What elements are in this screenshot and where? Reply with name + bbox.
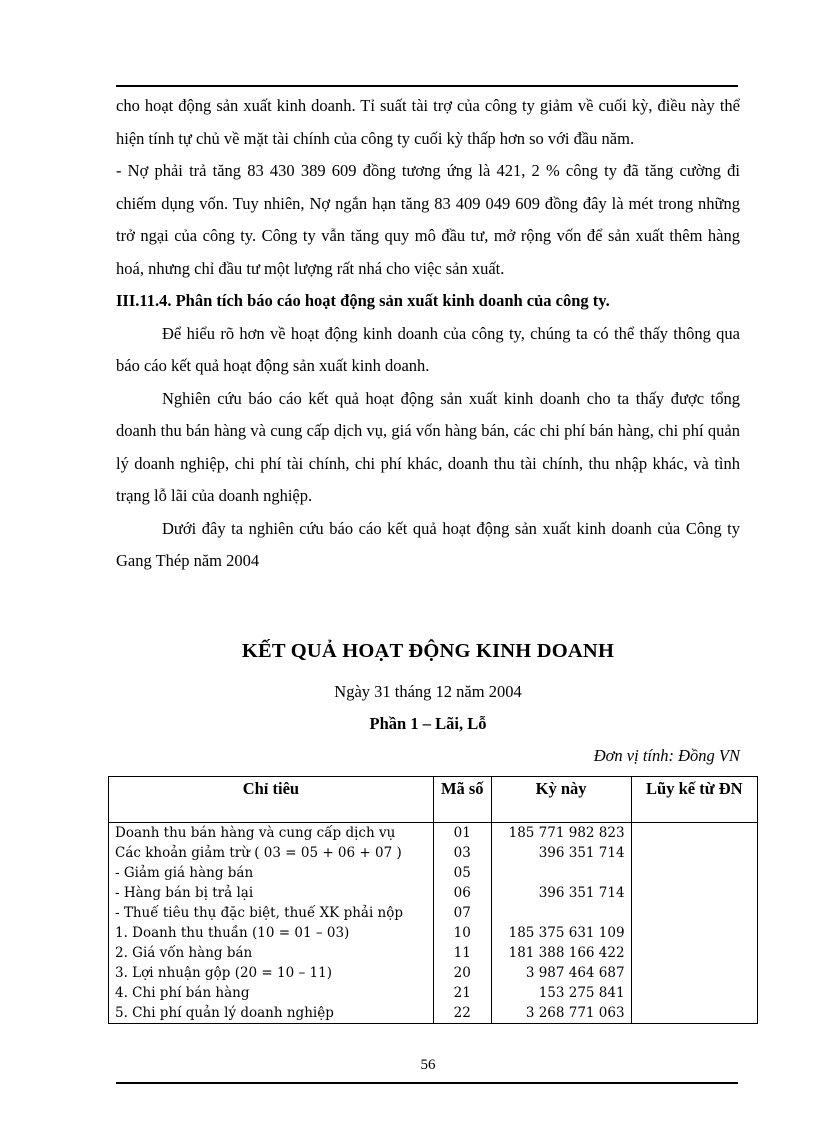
- item-label: Các khoản giảm trừ ( 03 = 05 + 06 + 07 ): [115, 845, 402, 861]
- column-header: Kỳ này: [491, 777, 631, 823]
- paragraph: Nghiên cứu báo cáo kết quả hoạt động sản xuất kinh doanh cho ta thấy được tổng doanh thu bán hàng và cung cấp dịch vụ, giá vốn hàng bán, các chi phí bán hàng, chi phí quản lý doanh nghiệp, chi phí tài chính, chi phí khác, doanh thu tài chính, thu nhập khác, và tình trạng lỗ lãi của doanh nghiệp.: [116, 388, 740, 505]
- item-label: - Hàng bán bị trả lại: [115, 885, 254, 901]
- column-header: Chỉ tiêu: [109, 777, 434, 823]
- table-header-row: [109, 777, 758, 823]
- item-code: 03: [453, 845, 471, 861]
- cumulative-column: [631, 823, 757, 1024]
- amount: 3 987 464 687: [525, 965, 625, 981]
- footer-rule: [116, 1082, 738, 1084]
- item-code: 10: [453, 925, 471, 941]
- item-label: - Giảm giá hàng bán: [115, 865, 254, 881]
- amount: 396 351 714: [538, 885, 625, 901]
- item-code: 20: [453, 965, 471, 981]
- amount: 185 771 982 823: [508, 825, 625, 841]
- column-header: Lũy kế từ ĐN: [631, 777, 757, 823]
- amount: 181 388 166 422: [508, 945, 625, 961]
- item-column: [109, 823, 434, 1024]
- current-period-column: [491, 823, 631, 1024]
- item-code: 05: [453, 865, 471, 881]
- column-header: Mã số: [433, 777, 491, 823]
- amount: [498, 903, 625, 923]
- amount: 396 351 714: [538, 845, 625, 861]
- item-label: 3. Lợi nhuận gộp (20 = 10 – 11): [115, 965, 332, 981]
- item-label: 5. Chi phí quản lý doanh nghiệp: [115, 1005, 334, 1021]
- income-statement-table: [108, 776, 758, 1024]
- item-code: 22: [453, 1005, 471, 1021]
- paragraph: Để hiểu rõ hơn về hoạt động kinh doanh của công ty, chúng ta có thể thấy thông qua báo cáo kết quả hoạt động sản xuất kinh doanh.: [116, 323, 740, 375]
- item-code: 11: [453, 945, 471, 961]
- item-code: 07: [453, 905, 471, 921]
- item-code: 21: [453, 985, 471, 1001]
- paragraph: Dưới đây ta nghiên cứu báo cáo kết quả hoạt động sản xuất kinh doanh của Công ty Gang Thép năm 2004: [116, 518, 740, 570]
- report-part: Phần 1 – Lãi, Lỗ: [369, 714, 487, 733]
- item-label: 2. Giá vốn hàng bán: [115, 945, 253, 961]
- item-label: Doanh thu bán hàng và cung cấp dịch vụ: [115, 825, 396, 841]
- paragraph: cho hoạt động sản xuất kinh doanh. Tỉ suất tài trợ của công ty giảm về cuối kỳ, điều này thể hiện tính tự chủ về mặt tài chính của công ty cuối kỳ thấp hơn so với đầu năm.: [116, 96, 740, 148]
- item-label: 1. Doanh thu thuần (10 = 01 – 03): [115, 925, 350, 941]
- amount: 153 275 841: [538, 985, 625, 1001]
- item-code: 01: [453, 825, 471, 841]
- code-column: [433, 823, 491, 1024]
- paragraph: - Nợ phải trả tăng 83 430 389 609 đồng tương ứng là 421, 2 % công ty đã tăng cường đi chiếm dụng vốn. Tuy nhiên, Nợ ngắn hạn tăng 83 409 049 609 đồng đây là mét trong những trở ngại của công ty. Công ty vẫn tăng quy mô đầu tư, mở rộng vốn để sản xuất thêm hàng hoá, nhưng chỉ đầu tư một lượng rất nhá cho việc sản xuất.: [116, 161, 740, 278]
- item-label: 4. Chi phí bán hàng: [115, 985, 250, 1001]
- amount: [498, 863, 625, 883]
- amount: 3 268 771 063: [525, 1005, 625, 1021]
- report-title: KẾT QUẢ HOẠT ĐỘNG KINH DOANH: [241, 640, 615, 662]
- currency-unit: Đơn vị tính: Đồng VN: [593, 746, 740, 765]
- body-text: [116, 90, 740, 578]
- header-rule: [116, 85, 738, 87]
- report-date: Ngày 31 tháng 12 năm 2004: [334, 682, 522, 701]
- item-code: 06: [453, 885, 471, 901]
- amount: 185 375 631 109: [508, 925, 625, 941]
- item-label: - Thuế tiêu thụ đặc biệt, thuế XK phải nộp: [115, 905, 404, 921]
- page-number: 56: [420, 1057, 436, 1073]
- table-body-row: [109, 823, 758, 1024]
- section-heading: III.11.4. Phân tích báo cáo hoạt động sản xuất kinh doanh của công ty.: [116, 291, 610, 310]
